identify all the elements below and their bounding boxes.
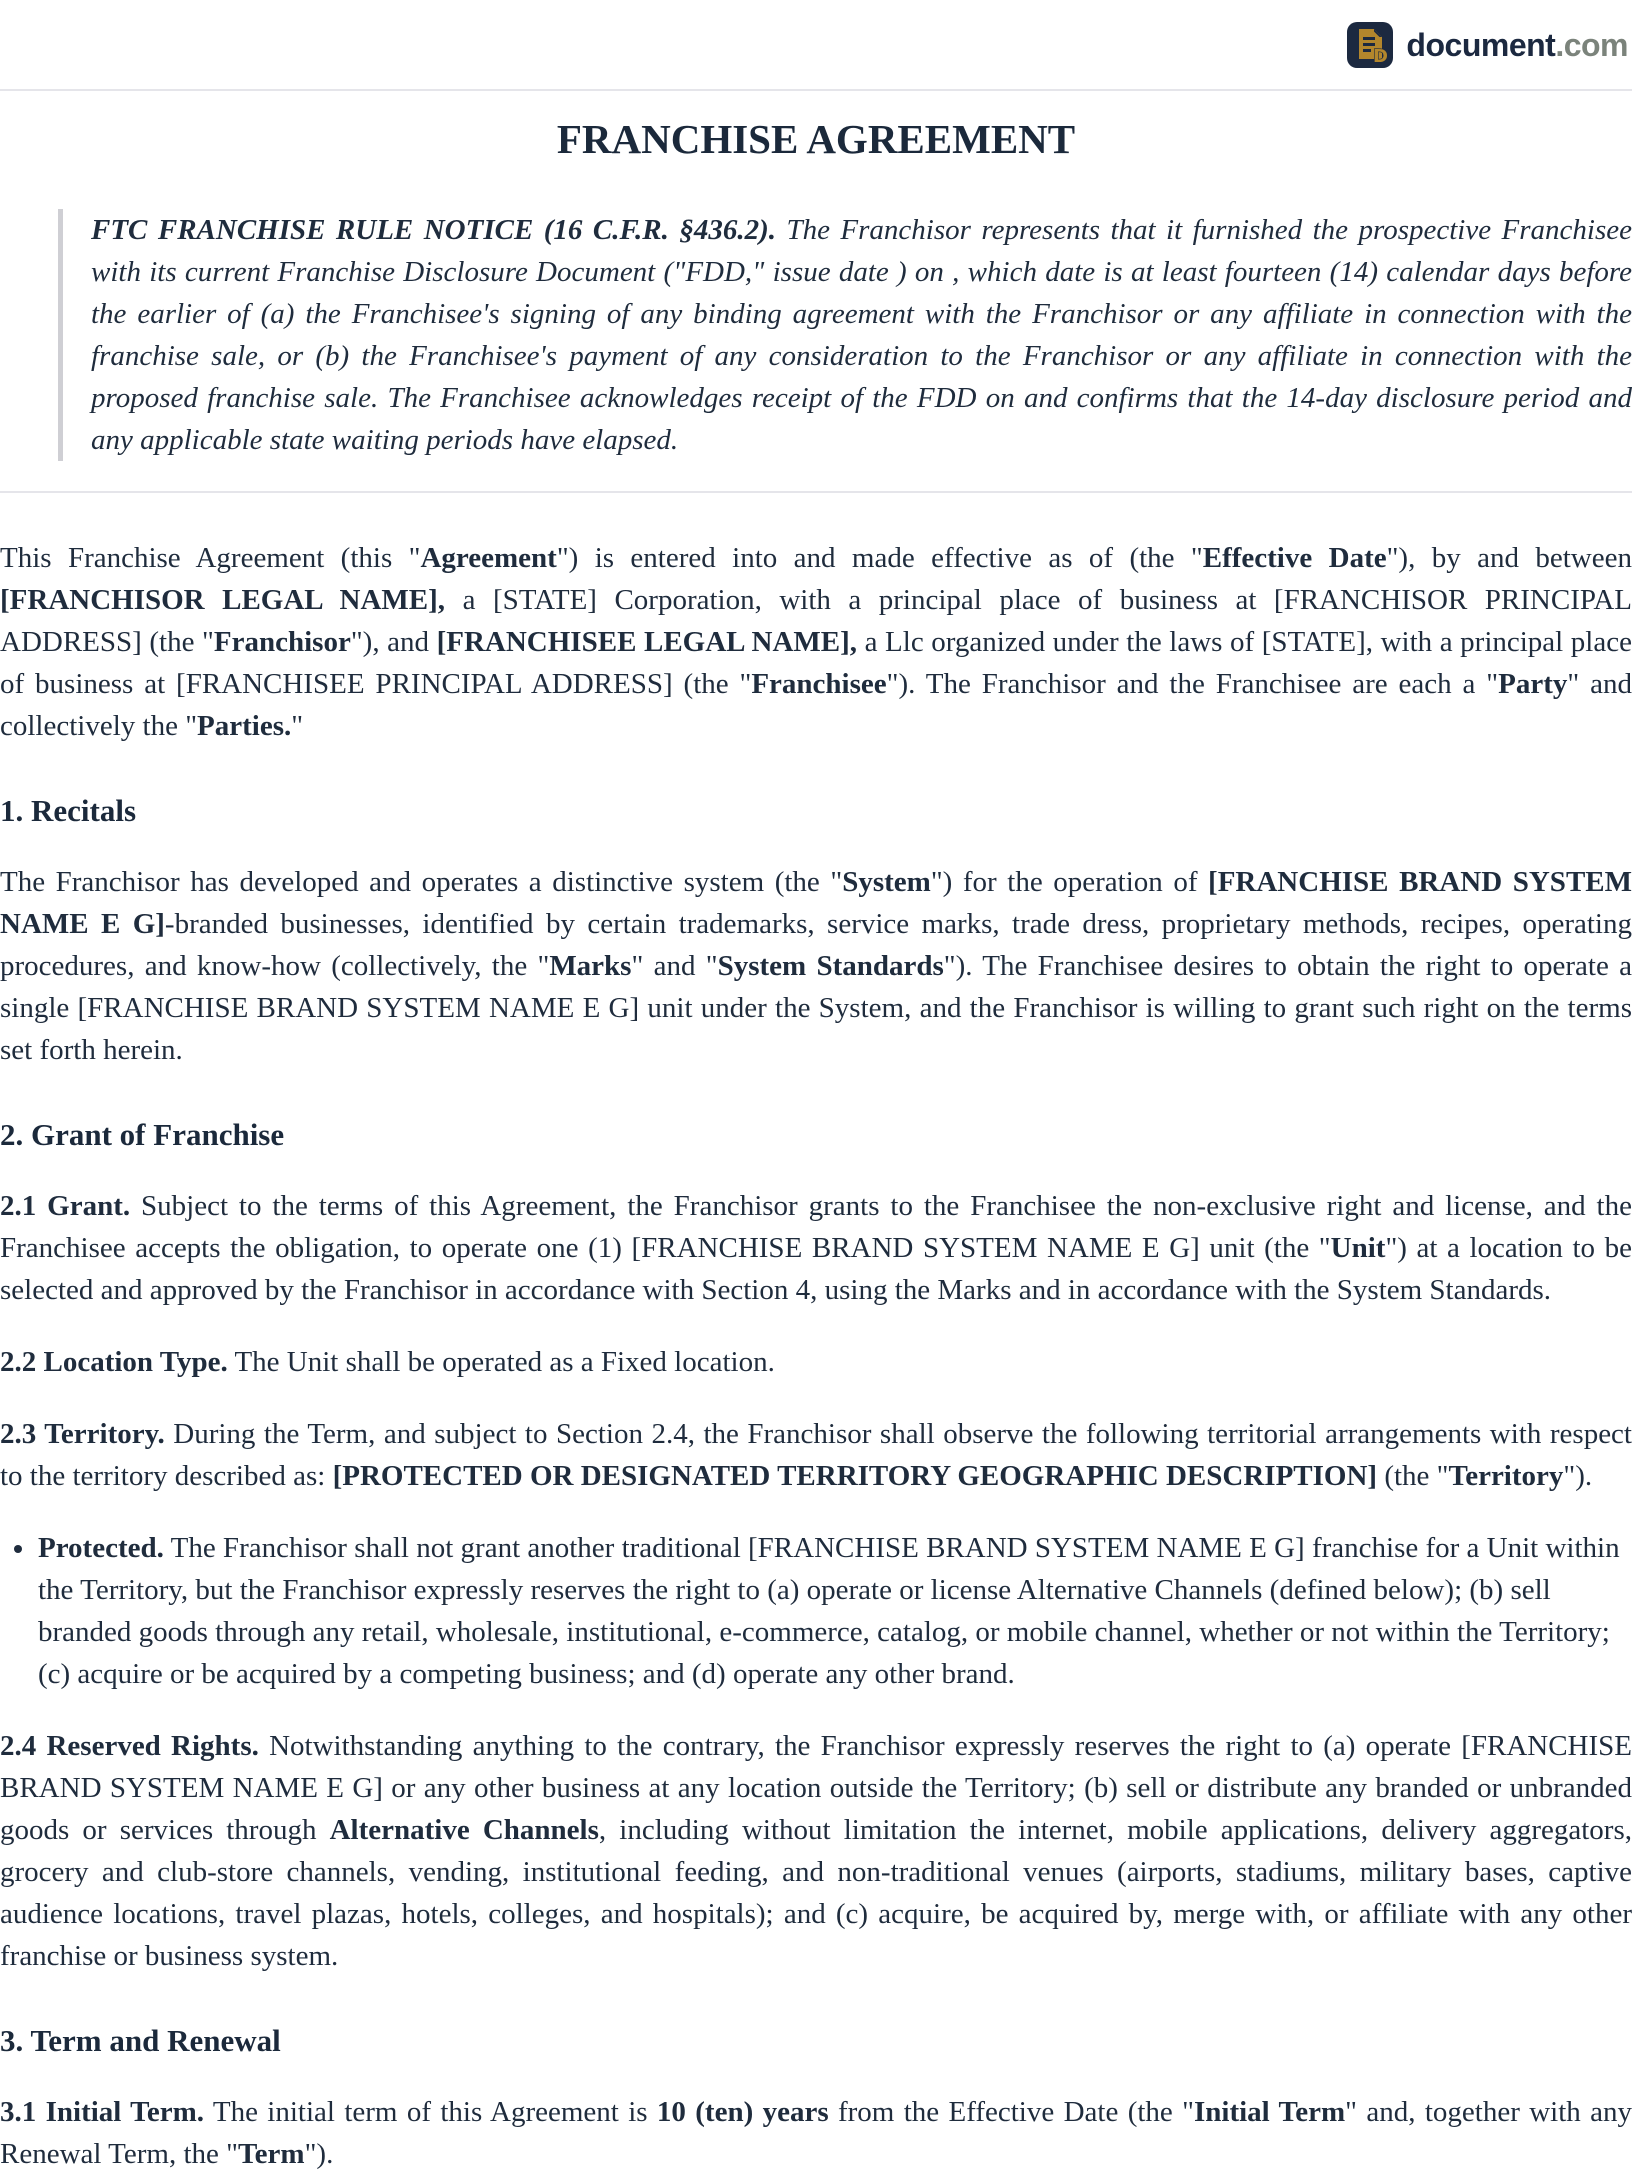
document-icon [1347, 22, 1393, 68]
brand-wordmark [1406, 24, 1628, 66]
ftc-rule-notice: FTC FRANCHISE RULE NOTICE (16 C.F.R. §436.2). The Franchisor represents that it furnished the prospective Franchisee with its current Franchise Disclosure Document ("FDD," issue date ) on , which date is at least fourteen (14) calendar days before the earlier of (a) the Franchisee's signing of any binding agreement with the Franchisor or any affiliate in connection with the franchise sale, or (b) the Franchisee's payment of any consideration to the Franchisor or any affiliate in connection with the proposed franchise sale. The Franchisee acknowledges receipt of the FDD on and confirms that the 14-day disclosure period and any applicable state waiting periods have elapsed. [58, 209, 1632, 461]
section-divider [0, 491, 1632, 493]
territory-arrangement-list [0, 1527, 1632, 1695]
clause-2-1-grant: 2.1 Grant. Subject to the terms of this Agreement, the Franchisor grants to the Franchisee the non-exclusive right and license, and the Franchisee accepts the obligation, to operate one (1) [FRANCHISE BRAND SYSTEM NAME E G] unit (the "Unit") at a location to be selected and approved by the Franchisor in accordance with Section 4, using the Marks and in accordance with the System Standards. [0, 1190, 1632, 1306]
section-2-heading: 2. Grant of Franchise [0, 1117, 285, 1152]
clause-2-2-location-type: 2.2 Location Type. The Unit shall be operated as a Fixed location. [0, 1346, 775, 1378]
section-3-heading: 3. Term and Renewal [0, 2023, 281, 2058]
intro-paragraph: This Franchise Agreement (this "Agreement") is entered into and made effective as of (the "Effective Date"), by and between [FRANCHISOR LEGAL NAME], a [STATE] Corporation, with a principal place of business at [FRANCHISOR PRINCIPAL ADDRESS] (the "Franchisor"), and [FRANCHISEE LEGAL NAME], a Llc organized under the laws of [STATE], with a principal place of business at [FRANCHISEE PRINCIPAL ADDRESS] (the "Franchisee"). The Franchisor and the Franchisee are each a "Party" and collectively the "Parties." [0, 542, 1632, 742]
brand-logo[interactable] [1347, 22, 1628, 68]
page-header [0, 0, 1632, 91]
clause-2-3-territory: 2.3 Territory. During the Term, and subject to Section 2.4, the Franchisor shall observe the following territorial arrangements with respect to the territory described as: [PROTECTED OR DESIGNATED TERRITORY GEOGRAPHIC DESCRIPTION] (the "Territory"). [0, 1418, 1632, 1492]
clause-3-1-initial-term: 3.1 Initial Term. The initial term of this Agreement is 10 (ten) years from the Effective Date (the "Initial Term" and, together with any Renewal Term, the "Term"). [0, 2096, 1632, 2170]
section-1-heading: 1. Recitals [0, 793, 137, 828]
document-body [0, 113, 1632, 2175]
brand-domain-suffix: .com [1555, 26, 1628, 63]
document-title: FRANCHISE AGREEMENT [556, 116, 1076, 162]
territory-protected-item: • Protected. The Franchisor shall not grant another traditional [FRANCHISE BRAND SYSTEM NAME E G] franchise for a Unit within the Territory, but the Franchisor expressly reserves the right to (a) operate or license Alternative Channels (defined below); (b) sell branded goods through any retail, wholesale, institutional, e-commerce, catalog, or mobile channel, whether or not within the Territory; (c) acquire or be acquired by a competing business; and (d) operate any other brand. [37, 1527, 1632, 1695]
svg-text:D: D [1373, 45, 1389, 67]
recitals-paragraph: The Franchisor has developed and operates a distinctive system (the "System") for the operation of [FRANCHISE BRAND SYSTEM NAME E G]-branded businesses, identified by certain trademarks, service marks, trade dress, proprietary methods, recipes, operating procedures, and know-how (collectively, the "Marks" and "System Standards"). The Franchisee desires to obtain the right to operate a single [FRANCHISE BRAND SYSTEM NAME E G] unit under the System, and the Franchisor is willing to grant such right on the terms set forth herein. [0, 866, 1632, 1066]
brand-name: document [1406, 26, 1556, 63]
clause-2-4-reserved-rights: 2.4 Reserved Rights. Notwithstanding anything to the contrary, the Franchisor expressly reserves the right to (a) operate [FRANCHISE BRAND SYSTEM NAME E G] or any other business at any location outside the Territory; (b) sell or distribute any branded or unbranded goods or services through Alternative Channels, including without limitation the internet, mobile applications, delivery aggregators, grocery and club-store channels, vending, institutional feeding, and non-traditional venues (airports, stadiums, military bases, captive audience locations, travel plazas, hotels, colleges, and hospitals); and (c) acquire, be acquired by, merge with, or affiliate with any other franchise or business system. [0, 1730, 1632, 1972]
